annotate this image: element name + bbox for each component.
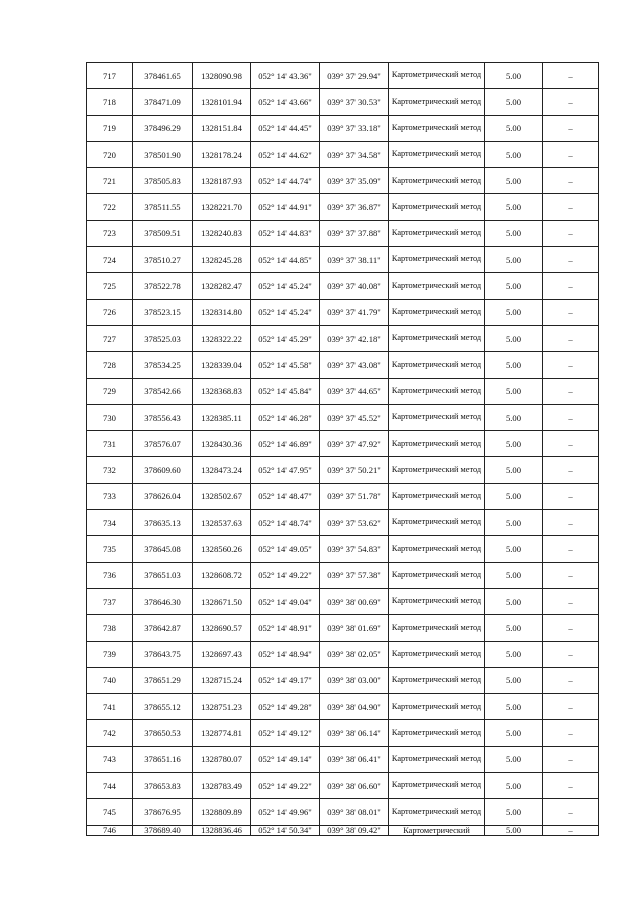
method-cell: Картометрический метод (389, 799, 485, 825)
longitude-cell: 039° 37' 50.21" (320, 457, 389, 483)
point-number-cell: 733 (87, 483, 133, 509)
point-number-cell: 724 (87, 247, 133, 273)
y-coordinate-cell: 1328282.47 (193, 273, 251, 299)
latitude-cell: 052° 14' 47.95" (251, 457, 320, 483)
precision-cell: 5.00 (485, 799, 543, 825)
x-coordinate-cell: 378635.13 (133, 510, 193, 536)
x-coordinate-cell: 378651.29 (133, 667, 193, 693)
longitude-cell: 039° 37' 47.92" (320, 431, 389, 457)
note-cell: – (543, 378, 599, 404)
latitude-cell: 052° 14' 45.24" (251, 299, 320, 325)
table-row (87, 667, 599, 693)
y-coordinate-cell: 1328245.28 (193, 247, 251, 273)
x-coordinate-cell: 378505.83 (133, 168, 193, 194)
y-coordinate-cell: 1328101.94 (193, 89, 251, 115)
table-row (87, 325, 599, 351)
x-coordinate-cell: 378525.03 (133, 325, 193, 351)
method-cell: Картометрический метод (389, 641, 485, 667)
precision-cell: 5.00 (485, 378, 543, 404)
longitude-cell: 039° 37' 45.52" (320, 404, 389, 430)
longitude-cell: 039° 38' 09.42" (320, 825, 389, 835)
table-row (87, 720, 599, 746)
point-number-cell: 736 (87, 562, 133, 588)
point-number-cell: 732 (87, 457, 133, 483)
method-cell: Картометрический метод (389, 615, 485, 641)
table-row (87, 194, 599, 220)
method-cell: Картометрический метод (389, 299, 485, 325)
x-coordinate-cell: 378576.07 (133, 431, 193, 457)
table-row (87, 247, 599, 273)
longitude-cell: 039° 37' 51.78" (320, 483, 389, 509)
precision-cell: 5.00 (485, 641, 543, 667)
y-coordinate-cell: 1328502.67 (193, 483, 251, 509)
precision-cell: 5.00 (485, 562, 543, 588)
longitude-cell: 039° 37' 57.38" (320, 562, 389, 588)
y-coordinate-cell: 1328809.89 (193, 799, 251, 825)
longitude-cell: 039° 38' 06.14" (320, 720, 389, 746)
precision-cell: 5.00 (485, 273, 543, 299)
longitude-cell: 039° 37' 29.94" (320, 63, 389, 89)
latitude-cell: 052° 14' 43.36" (251, 63, 320, 89)
y-coordinate-cell: 1328751.23 (193, 694, 251, 720)
x-coordinate-cell: 378642.87 (133, 615, 193, 641)
latitude-cell: 052° 14' 45.84" (251, 378, 320, 404)
point-number-cell: 720 (87, 141, 133, 167)
latitude-cell: 052° 14' 48.94" (251, 641, 320, 667)
note-cell: – (543, 799, 599, 825)
point-number-cell: 741 (87, 694, 133, 720)
note-cell: – (543, 220, 599, 246)
latitude-cell: 052° 14' 48.91" (251, 615, 320, 641)
method-cell: Картометрический метод (389, 562, 485, 588)
longitude-cell: 039° 37' 30.53" (320, 89, 389, 115)
note-cell: – (543, 299, 599, 325)
table-row (87, 404, 599, 430)
table-row (87, 457, 599, 483)
y-coordinate-cell: 1328697.43 (193, 641, 251, 667)
table-row (87, 89, 599, 115)
point-number-cell: 744 (87, 773, 133, 799)
x-coordinate-cell: 378510.27 (133, 247, 193, 273)
table-row (87, 378, 599, 404)
point-number-cell: 742 (87, 720, 133, 746)
method-cell: Картометрический метод (389, 194, 485, 220)
point-number-cell: 717 (87, 63, 133, 89)
x-coordinate-cell: 378645.08 (133, 536, 193, 562)
note-cell: – (543, 247, 599, 273)
longitude-cell: 039° 37' 35.09" (320, 168, 389, 194)
latitude-cell: 052° 14' 49.14" (251, 746, 320, 772)
note-cell: – (543, 168, 599, 194)
precision-cell: 5.00 (485, 694, 543, 720)
method-cell: Картометрический метод (389, 115, 485, 141)
longitude-cell: 039° 38' 00.69" (320, 588, 389, 614)
x-coordinate-cell: 378523.15 (133, 299, 193, 325)
table-row (87, 299, 599, 325)
x-coordinate-cell: 378511.55 (133, 194, 193, 220)
latitude-cell: 052° 14' 43.66" (251, 89, 320, 115)
point-number-cell: 725 (87, 273, 133, 299)
latitude-cell: 052° 14' 45.29" (251, 325, 320, 351)
note-cell: – (543, 825, 599, 835)
precision-cell: 5.00 (485, 325, 543, 351)
x-coordinate-cell: 378509.51 (133, 220, 193, 246)
latitude-cell: 052° 14' 46.89" (251, 431, 320, 457)
method-cell: Картометрический метод (389, 63, 485, 89)
latitude-cell: 052° 14' 44.83" (251, 220, 320, 246)
precision-cell: 5.00 (485, 194, 543, 220)
method-cell: Картометрический метод (389, 325, 485, 351)
latitude-cell: 052° 14' 49.04" (251, 588, 320, 614)
coordinates-table (86, 62, 599, 836)
note-cell: – (543, 457, 599, 483)
x-coordinate-cell: 378496.29 (133, 115, 193, 141)
latitude-cell: 052° 14' 48.47" (251, 483, 320, 509)
latitude-cell: 052° 14' 46.28" (251, 404, 320, 430)
longitude-cell: 039° 37' 54.83" (320, 536, 389, 562)
y-coordinate-cell: 1328671.50 (193, 588, 251, 614)
y-coordinate-cell: 1328608.72 (193, 562, 251, 588)
longitude-cell: 039° 37' 34.58" (320, 141, 389, 167)
latitude-cell: 052° 14' 44.45" (251, 115, 320, 141)
table-row (87, 773, 599, 799)
method-cell: Картометрический метод (389, 536, 485, 562)
method-cell: Картометрический метод (389, 483, 485, 509)
longitude-cell: 039° 37' 43.08" (320, 352, 389, 378)
method-cell: Картометрический метод (389, 404, 485, 430)
point-number-cell: 737 (87, 588, 133, 614)
x-coordinate-cell: 378650.53 (133, 720, 193, 746)
longitude-cell: 039° 37' 36.87" (320, 194, 389, 220)
y-coordinate-cell: 1328339.04 (193, 352, 251, 378)
note-cell: – (543, 588, 599, 614)
table-row (87, 694, 599, 720)
method-cell: Картометрический метод (389, 457, 485, 483)
longitude-cell: 039° 38' 01.69" (320, 615, 389, 641)
note-cell: – (543, 115, 599, 141)
table-row (87, 562, 599, 588)
longitude-cell: 039° 38' 02.05" (320, 641, 389, 667)
x-coordinate-cell: 378651.03 (133, 562, 193, 588)
latitude-cell: 052° 14' 49.28" (251, 694, 320, 720)
note-cell: – (543, 641, 599, 667)
precision-cell: 5.00 (485, 825, 543, 835)
x-coordinate-cell: 378522.78 (133, 273, 193, 299)
y-coordinate-cell: 1328368.83 (193, 378, 251, 404)
y-coordinate-cell: 1328780.07 (193, 746, 251, 772)
y-coordinate-cell: 1328314.80 (193, 299, 251, 325)
longitude-cell: 039° 37' 40.08" (320, 273, 389, 299)
precision-cell: 5.00 (485, 720, 543, 746)
y-coordinate-cell: 1328322.22 (193, 325, 251, 351)
point-number-cell: 723 (87, 220, 133, 246)
method-cell: Картометрический метод (389, 588, 485, 614)
method-cell: Картометрический метод (389, 694, 485, 720)
y-coordinate-cell: 1328783.49 (193, 773, 251, 799)
method-cell: Картометрический метод (389, 773, 485, 799)
precision-cell: 5.00 (485, 89, 543, 115)
latitude-cell: 052° 14' 44.62" (251, 141, 320, 167)
y-coordinate-cell: 1328090.98 (193, 63, 251, 89)
table-row (87, 141, 599, 167)
table-row (87, 799, 599, 825)
y-coordinate-cell: 1328715.24 (193, 667, 251, 693)
method-cell: Картометрический метод (389, 89, 485, 115)
method-cell: Картометрический метод (389, 141, 485, 167)
precision-cell: 5.00 (485, 483, 543, 509)
note-cell: – (543, 720, 599, 746)
precision-cell: 5.00 (485, 431, 543, 457)
method-cell: Картометрический (389, 825, 485, 835)
x-coordinate-cell: 378676.95 (133, 799, 193, 825)
method-cell: Картометрический метод (389, 378, 485, 404)
table-row (87, 588, 599, 614)
x-coordinate-cell: 378626.04 (133, 483, 193, 509)
method-cell: Картометрический метод (389, 352, 485, 378)
note-cell: – (543, 141, 599, 167)
latitude-cell: 052° 14' 49.17" (251, 667, 320, 693)
method-cell: Картометрический метод (389, 510, 485, 536)
table-row (87, 825, 599, 835)
point-number-cell: 729 (87, 378, 133, 404)
y-coordinate-cell: 1328430.36 (193, 431, 251, 457)
table-row (87, 615, 599, 641)
y-coordinate-cell: 1328151.84 (193, 115, 251, 141)
x-coordinate-cell: 378689.40 (133, 825, 193, 835)
x-coordinate-cell: 378556.43 (133, 404, 193, 430)
note-cell: – (543, 510, 599, 536)
table-row (87, 220, 599, 246)
longitude-cell: 039° 37' 33.18" (320, 115, 389, 141)
note-cell: – (543, 404, 599, 430)
latitude-cell: 052° 14' 49.05" (251, 536, 320, 562)
longitude-cell: 039° 37' 44.65" (320, 378, 389, 404)
point-number-cell: 718 (87, 89, 133, 115)
table-row (87, 641, 599, 667)
method-cell: Картометрический метод (389, 746, 485, 772)
note-cell: – (543, 615, 599, 641)
point-number-cell: 722 (87, 194, 133, 220)
longitude-cell: 039° 37' 41.79" (320, 299, 389, 325)
table-row (87, 510, 599, 536)
table-row (87, 168, 599, 194)
precision-cell: 5.00 (485, 588, 543, 614)
point-number-cell: 719 (87, 115, 133, 141)
note-cell: – (543, 562, 599, 588)
longitude-cell: 039° 38' 06.41" (320, 746, 389, 772)
method-cell: Картометрический метод (389, 168, 485, 194)
precision-cell: 5.00 (485, 773, 543, 799)
longitude-cell: 039° 37' 42.18" (320, 325, 389, 351)
precision-cell: 5.00 (485, 536, 543, 562)
note-cell: – (543, 63, 599, 89)
x-coordinate-cell: 378461.65 (133, 63, 193, 89)
y-coordinate-cell: 1328187.93 (193, 168, 251, 194)
point-number-cell: 738 (87, 615, 133, 641)
y-coordinate-cell: 1328178.24 (193, 141, 251, 167)
point-number-cell: 727 (87, 325, 133, 351)
precision-cell: 5.00 (485, 220, 543, 246)
x-coordinate-cell: 378471.09 (133, 89, 193, 115)
point-number-cell: 745 (87, 799, 133, 825)
x-coordinate-cell: 378609.60 (133, 457, 193, 483)
method-cell: Картометрический метод (389, 273, 485, 299)
precision-cell: 5.00 (485, 746, 543, 772)
precision-cell: 5.00 (485, 115, 543, 141)
latitude-cell: 052° 14' 44.74" (251, 168, 320, 194)
latitude-cell: 052° 14' 49.12" (251, 720, 320, 746)
latitude-cell: 052° 14' 45.58" (251, 352, 320, 378)
longitude-cell: 039° 37' 38.11" (320, 247, 389, 273)
point-number-cell: 731 (87, 431, 133, 457)
y-coordinate-cell: 1328385.11 (193, 404, 251, 430)
point-number-cell: 721 (87, 168, 133, 194)
note-cell: – (543, 746, 599, 772)
method-cell: Картометрический метод (389, 720, 485, 746)
latitude-cell: 052° 14' 45.24" (251, 273, 320, 299)
point-number-cell: 735 (87, 536, 133, 562)
latitude-cell: 052° 14' 44.85" (251, 247, 320, 273)
latitude-cell: 052° 14' 50.34" (251, 825, 320, 835)
precision-cell: 5.00 (485, 615, 543, 641)
x-coordinate-cell: 378646.30 (133, 588, 193, 614)
x-coordinate-cell: 378643.75 (133, 641, 193, 667)
latitude-cell: 052° 14' 49.22" (251, 773, 320, 799)
point-number-cell: 743 (87, 746, 133, 772)
longitude-cell: 039° 37' 53.62" (320, 510, 389, 536)
x-coordinate-cell: 378501.90 (133, 141, 193, 167)
point-number-cell: 740 (87, 667, 133, 693)
precision-cell: 5.00 (485, 63, 543, 89)
table-body (87, 63, 599, 836)
note-cell: – (543, 325, 599, 351)
table-row (87, 273, 599, 299)
precision-cell: 5.00 (485, 141, 543, 167)
note-cell: – (543, 773, 599, 799)
table-row (87, 115, 599, 141)
table-row (87, 63, 599, 89)
note-cell: – (543, 89, 599, 115)
longitude-cell: 039° 38' 03.00" (320, 667, 389, 693)
latitude-cell: 052° 14' 49.22" (251, 562, 320, 588)
precision-cell: 5.00 (485, 247, 543, 273)
method-cell: Картометрический метод (389, 247, 485, 273)
y-coordinate-cell: 1328836.46 (193, 825, 251, 835)
y-coordinate-cell: 1328221.70 (193, 194, 251, 220)
table-row (87, 352, 599, 378)
y-coordinate-cell: 1328240.83 (193, 220, 251, 246)
precision-cell: 5.00 (485, 299, 543, 325)
precision-cell: 5.00 (485, 404, 543, 430)
latitude-cell: 052° 14' 49.96" (251, 799, 320, 825)
table-row (87, 746, 599, 772)
precision-cell: 5.00 (485, 168, 543, 194)
table-row (87, 431, 599, 457)
x-coordinate-cell: 378534.25 (133, 352, 193, 378)
precision-cell: 5.00 (485, 510, 543, 536)
point-number-cell: 734 (87, 510, 133, 536)
note-cell: – (543, 431, 599, 457)
note-cell: – (543, 536, 599, 562)
method-cell: Картометрический метод (389, 431, 485, 457)
y-coordinate-cell: 1328560.26 (193, 536, 251, 562)
table-row (87, 483, 599, 509)
longitude-cell: 039° 38' 06.60" (320, 773, 389, 799)
precision-cell: 5.00 (485, 352, 543, 378)
note-cell: – (543, 194, 599, 220)
longitude-cell: 039° 38' 04.90" (320, 694, 389, 720)
method-cell: Картометрический метод (389, 667, 485, 693)
longitude-cell: 039° 38' 08.01" (320, 799, 389, 825)
point-number-cell: 728 (87, 352, 133, 378)
latitude-cell: 052° 14' 48.74" (251, 510, 320, 536)
point-number-cell: 739 (87, 641, 133, 667)
point-number-cell: 730 (87, 404, 133, 430)
x-coordinate-cell: 378542.66 (133, 378, 193, 404)
longitude-cell: 039° 37' 37.88" (320, 220, 389, 246)
note-cell: – (543, 667, 599, 693)
y-coordinate-cell: 1328690.57 (193, 615, 251, 641)
precision-cell: 5.00 (485, 667, 543, 693)
table-row (87, 536, 599, 562)
y-coordinate-cell: 1328473.24 (193, 457, 251, 483)
x-coordinate-cell: 378651.16 (133, 746, 193, 772)
point-number-cell: 746 (87, 825, 133, 835)
latitude-cell: 052° 14' 44.91" (251, 194, 320, 220)
y-coordinate-cell: 1328774.81 (193, 720, 251, 746)
point-number-cell: 726 (87, 299, 133, 325)
method-cell: Картометрический метод (389, 220, 485, 246)
y-coordinate-cell: 1328537.63 (193, 510, 251, 536)
precision-cell: 5.00 (485, 457, 543, 483)
note-cell: – (543, 483, 599, 509)
note-cell: – (543, 352, 599, 378)
note-cell: – (543, 694, 599, 720)
note-cell: – (543, 273, 599, 299)
x-coordinate-cell: 378655.12 (133, 694, 193, 720)
x-coordinate-cell: 378653.83 (133, 773, 193, 799)
